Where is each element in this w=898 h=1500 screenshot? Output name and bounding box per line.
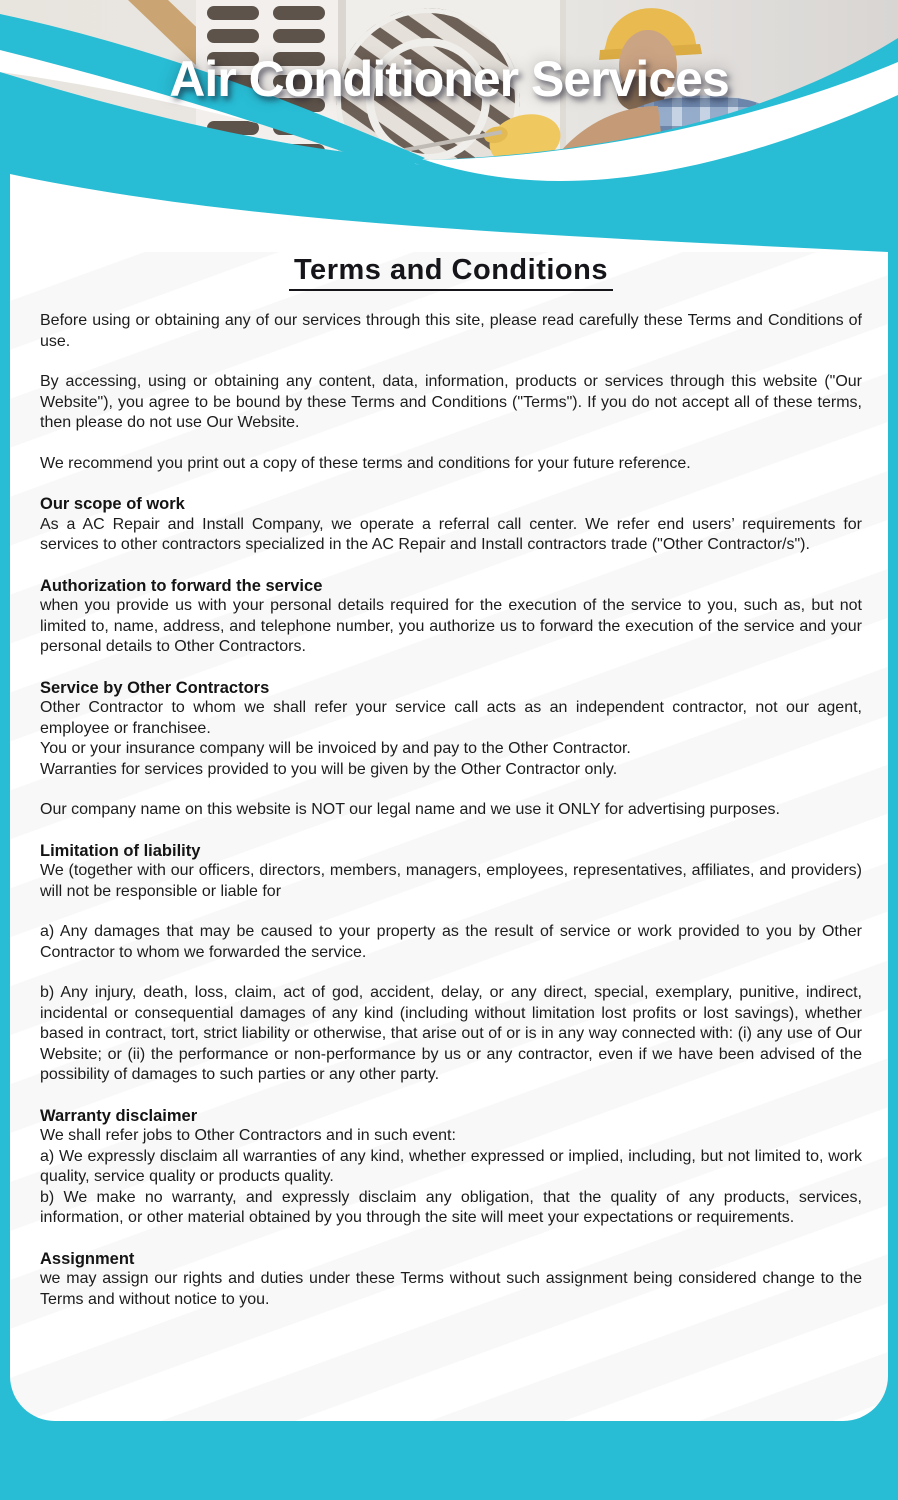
terms-section	[40, 311, 862, 352]
page-title-text: Terms and Conditions	[289, 254, 613, 291]
hero-banner	[0, 0, 898, 262]
section-heading: Warranty disclaimer	[40, 1106, 198, 1125]
paragraph: b) Any injury, death, loss, claim, act of god, accident, delay, or any direct, special, exemplary, punitive, indirect, incidental or consequential damages of any kind (including without limitation lost profits or lost savings), whether based in contract, tort, strict liability or otherwise, that arise out of or is in any way connected with: (i) any use of Our Website; or (ii) the performance or non-performance by us or any contractor, even if we have been advised of the possibility of damages to such parties or any other party.	[40, 984, 862, 1083]
terms-section	[40, 576, 862, 658]
paragraph: b) We make no warranty, and expressly disclaim any obligation, that the quality of any products, services, information, or other material obtained by you through the site will meet your expectations or requirements.	[40, 1188, 862, 1226]
paragraph: Warranties for services provided to you will be given by the Other Contractor only.	[40, 760, 618, 778]
terms-section	[40, 1249, 862, 1311]
paragraph: a) We expressly disclaim all warranties of any kind, whether expressed or implied, including, but not limited to, work quality, service quality or products quality.	[40, 1147, 862, 1185]
section-heading: Assignment	[40, 1249, 135, 1268]
paragraph: We (together with our officers, directors, members, managers, employees, representatives, affiliates, and providers) will not be responsible or liable for	[40, 862, 862, 900]
paragraph: a) Any damages that may be caused to your property as the result of service or work provided to you by Other Contractor to whom we forwarded the service.	[40, 923, 862, 961]
paragraph: As a AC Repair and Install Company, we operate a referral call center. We refer end users’ requirements for services to other contractors specialized in the AC Repair and Install contractors trade ("Other Contractor/s").	[40, 515, 862, 553]
terms-section	[40, 494, 862, 556]
paragraph: We shall refer jobs to Other Contractors and in such event:	[40, 1127, 456, 1144]
terms-section	[40, 372, 862, 434]
paragraph: we may assign our rights and duties under these Terms without such assignment being considered change to the Terms and without notice to you.	[40, 1270, 862, 1308]
paragraph: Other Contractor to whom we shall refer your service call acts as an independent contractor, not our agent, employee or franchisee.	[40, 699, 862, 737]
terms-section	[40, 454, 862, 475]
paragraph: You or your insurance company will be invoiced by and pay to the Other Contractor.	[40, 740, 631, 757]
paragraph: Before using or obtaining any of our services through this site, please read carefully these Terms and Conditions of use.	[40, 312, 862, 350]
terms-sections	[40, 311, 862, 1310]
paragraph: We recommend you print out a copy of these terms and conditions for your future reference.	[40, 454, 691, 472]
section-heading: Service by Other Contractors	[40, 678, 270, 697]
terms-section	[40, 678, 862, 821]
terms-section	[40, 841, 862, 1086]
section-heading: Limitation of liability	[40, 841, 201, 860]
paragraph: Our company name on this website is NOT our legal name and we use it ONLY for advertising purposes.	[40, 801, 780, 818]
terms-section	[40, 1106, 862, 1229]
section-heading: Our scope of work	[40, 495, 185, 513]
section-heading: Authorization to forward the service	[40, 576, 323, 595]
page-title	[40, 254, 862, 287]
paragraph: when you provide us with your personal details required for the execution of the service to you, such as, but not limited to, name, address, and telephone number, you authorize us to forward the execution of the service and your personal details to Other Contractors.	[40, 597, 862, 655]
hero-title: Air Conditioner Services	[169, 51, 729, 107]
paragraph: By accessing, using or obtaining any content, data, information, products or services through this website ("Our Website"), you agree to be bound by these Terms and Conditions ("Terms"). If you do not accept all of these terms, then please do not use Our Website.	[40, 373, 862, 431]
terms-panel	[10, 252, 888, 1421]
